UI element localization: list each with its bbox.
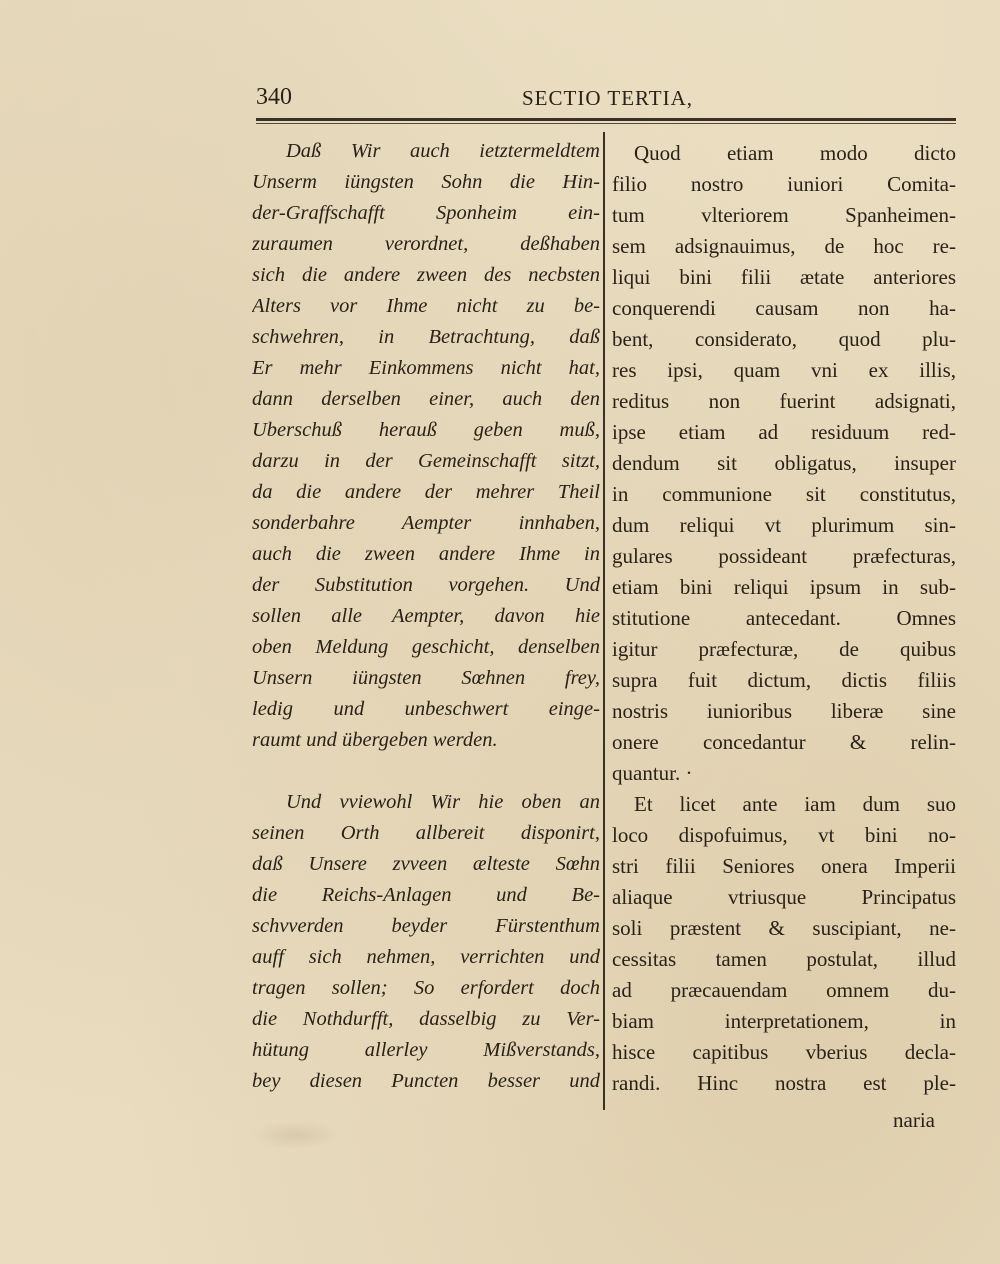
column-divider: [603, 132, 605, 1110]
latin-line: onere concedantur & relin-: [612, 730, 956, 754]
latin-line: gulares possideant præfecturas,: [612, 544, 956, 568]
latin-line: ipse etiam ad residuum red-: [612, 420, 956, 444]
german-line: Und vviewohl Wir hie oben an: [286, 791, 600, 813]
latin-line: dendum sit obligatus, insuper: [612, 451, 956, 475]
german-line: der-Graffschafft Sponheim ein-: [252, 202, 600, 224]
german-line: oben Meldung geschicht, denselben: [252, 636, 600, 658]
catchword: naria: [893, 1108, 935, 1132]
german-line: da die andere der mehrer Theil: [252, 481, 600, 503]
latin-line: supra fuit dictum, dictis filiis: [612, 668, 956, 692]
german-line: der Substitution vorgehen. Und: [252, 574, 600, 596]
latin-line: cessitas tamen postulat, illud: [612, 947, 956, 971]
german-line: seinen Orth allbereit disponirt,: [252, 822, 600, 844]
latin-line: etiam bini reliqui ipsum in sub-: [612, 575, 956, 599]
german-line: raumt und übergeben werden.: [252, 729, 498, 751]
german-line: sonderbahre Aempter innhaben,: [252, 512, 600, 534]
german-line: schwehren, in Betrachtung, daß: [252, 326, 600, 348]
latin-line: dum reliqui vt plurimum sin-: [612, 513, 956, 537]
header-rule-thin: [256, 123, 956, 124]
latin-line: Quod etiam modo dicto: [634, 141, 956, 165]
latin-line: Et licet ante iam dum suo: [634, 792, 956, 816]
german-line: auch die zween andere Ihme in: [252, 543, 600, 565]
german-line: ledig und unbeschwert einge-: [252, 698, 600, 720]
german-line: Daß Wir auch ietztermeldtem: [286, 140, 600, 162]
page-header: [256, 82, 956, 112]
latin-line: tum vlteriorem Spanheimen-: [612, 203, 956, 227]
latin-line: res ipsi, quam vni ex illis,: [612, 358, 956, 382]
german-column: [252, 136, 600, 1097]
latin-line: quantur. ·: [612, 761, 693, 785]
latin-line: sem adsignauimus, de hoc re-: [612, 234, 956, 258]
latin-line: hisce capitibus vberius decla-: [612, 1040, 956, 1064]
latin-line: stri filii Seniores onera Imperii: [612, 854, 956, 878]
german-line: Uberschuß herauß geben muß,: [252, 419, 600, 441]
german-line: bey diesen Puncten besser und: [252, 1070, 600, 1092]
german-line: Unsern iüngsten Sœhnen frey,: [252, 667, 600, 689]
latin-line: in communione sit constitutus,: [612, 482, 956, 506]
latin-line: ad præcauendam omnem du-: [612, 978, 956, 1002]
latin-line: soli præstent & suscipiant, ne-: [612, 916, 956, 940]
paragraph-gap: [252, 756, 600, 787]
german-line: darzu in der Gemeinschafft sitzt,: [252, 450, 600, 472]
header-rule: [256, 118, 956, 121]
running-head: SECTIO TERTIA,: [522, 86, 694, 110]
latin-line: aliaque vtriusque Principatus: [612, 885, 956, 909]
german-line: die Nothdurfft, dasselbig zu Ver-: [252, 1008, 600, 1030]
german-line: tragen sollen; So erfordert doch: [252, 977, 600, 999]
german-line: Er mehr Einkommens nicht hat,: [252, 357, 600, 379]
german-line: zuraumen verordnet, deßhaben: [252, 233, 600, 255]
german-line: Unserm iüngsten Sohn die Hin-: [252, 171, 600, 193]
german-line: Alters vor Ihme nicht zu be-: [252, 295, 600, 317]
latin-line: stitutione antecedant. Omnes: [612, 606, 956, 630]
latin-line: loco dispofuimus, vt bini no-: [612, 823, 956, 847]
latin-line: filio nostro iuniori Comita-: [612, 172, 956, 196]
german-line: sollen alle Aempter, davon hie: [252, 605, 600, 627]
latin-line: randi. Hinc nostra est ple-: [612, 1071, 956, 1095]
german-line: auff sich nehmen, verrichten und: [252, 946, 600, 968]
german-line: sich die andere zween des necbsten: [252, 264, 600, 286]
german-line: dann derselben einer, auch den: [252, 388, 600, 410]
german-line: schvverden beyder Fürstenthum: [252, 915, 600, 937]
latin-line: reditus non fuerint adsignati,: [612, 389, 956, 413]
latin-line: nostris iunioribus liberæ sine: [612, 699, 956, 723]
latin-line: biam interpretationem, in: [612, 1009, 956, 1033]
paper-stain: [250, 1120, 340, 1150]
page-number: 340: [256, 84, 292, 110]
latin-line: conquerendi causam non ha-: [612, 296, 956, 320]
german-line: die Reichs-Anlagen und Be-: [252, 884, 600, 906]
latin-column: [612, 138, 956, 1099]
latin-line: igitur præfecturæ, de quibus: [612, 637, 956, 661]
latin-line: liqui bini filii ætate anteriores: [612, 265, 956, 289]
latin-line: bent, considerato, quod plu-: [612, 327, 956, 351]
german-line: daß Unsere zvveen ælteste Sœhn: [252, 853, 600, 875]
german-line: hütung allerley Mißverstands,: [252, 1039, 600, 1061]
